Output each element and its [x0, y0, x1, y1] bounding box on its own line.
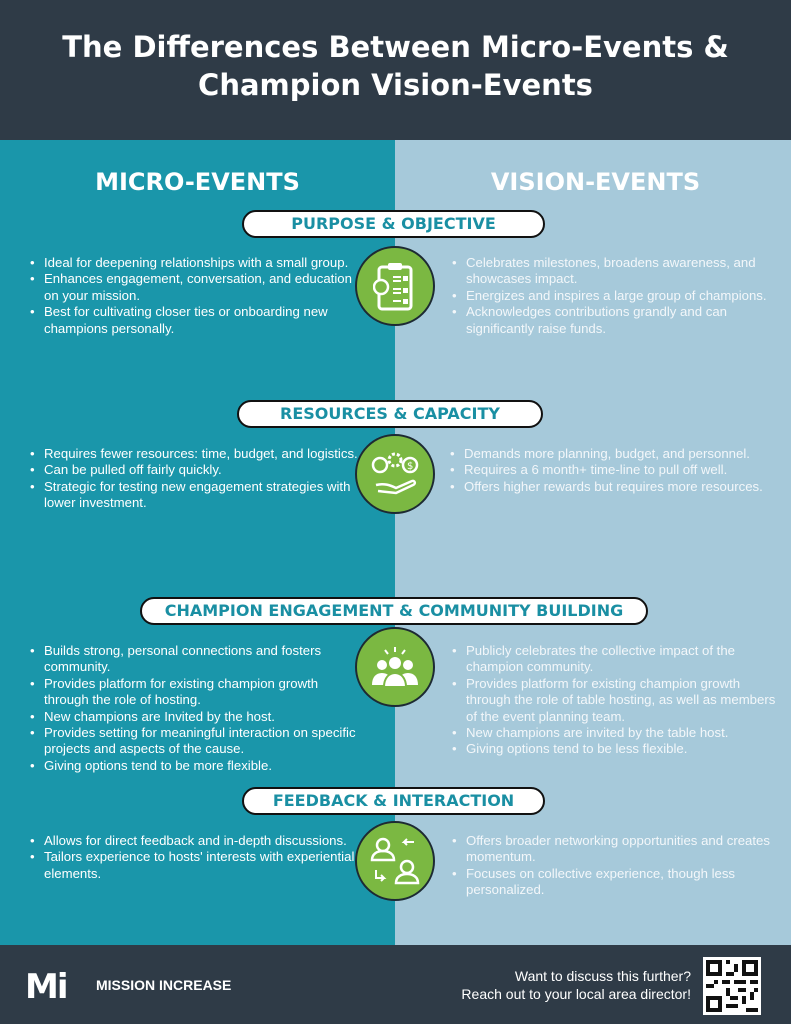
list-item: • Builds strong, personal connections and fosters community.	[28, 643, 358, 676]
brand-name: MISSION INCREASE	[96, 977, 232, 993]
list-item: • Publicly celebrates the collective impact of the champion community.	[450, 643, 785, 676]
section-title-champion-engagement: CHAMPION ENGAGEMENT & COMMUNITY BUILDING	[140, 597, 648, 625]
micro-feedback-list	[28, 833, 358, 882]
list-item: • Demands more planning, budget, and personnel.	[448, 446, 783, 462]
list-item: • Enhances engagement, conversation, and education on your mission.	[28, 271, 358, 304]
list-item: • Offers higher rewards but requires more resources.	[448, 479, 783, 495]
section-title-purpose: PURPOSE & OBJECTIVE	[242, 210, 545, 238]
micro-purpose-list	[28, 255, 358, 337]
section-title-resources: RESOURCES & CAPACITY	[237, 400, 543, 428]
clipboard-checklist-icon	[355, 246, 435, 326]
vision-resources-list	[448, 446, 783, 495]
qr-code-icon[interactable]	[703, 957, 761, 1015]
list-item: • Best for cultivating closer ties or onboarding new champions personally.	[28, 304, 358, 337]
list-item: • Requires fewer resources: time, budget, and logistics.	[28, 446, 358, 462]
list-item: • Acknowledges contributions grandly and can significantly raise funds.	[450, 304, 785, 337]
list-item: • Tailors experience to hosts' interests with experiential elements.	[28, 849, 358, 882]
list-item: • Provides platform for existing champion growth through the role of hosting.	[28, 676, 358, 709]
list-item: • Provides setting for meaningful interaction on specific projects and aspects of the cause.	[28, 725, 358, 758]
resources-hand-icon	[355, 434, 435, 514]
feedback-exchange-icon	[355, 821, 435, 901]
section-title-feedback: FEEDBACK & INTERACTION	[242, 787, 545, 815]
list-item: • New champions are invited by the table host.	[450, 725, 785, 741]
list-item: • Allows for direct feedback and in-depth discussions.	[28, 833, 358, 849]
list-item: • Giving options tend to be more flexible.	[28, 758, 358, 774]
micro-resources-list	[28, 446, 358, 512]
list-item: • Giving options tend to be less flexible.	[450, 741, 785, 757]
svg-text:$: $	[407, 461, 414, 472]
vision-feedback-list	[450, 833, 785, 899]
cta-line-2: Reach out to your local area director!	[461, 986, 691, 1002]
page-title	[0, 0, 791, 140]
list-item: • New champions are Invited by the host.	[28, 709, 358, 725]
list-item: • Strategic for testing new engagement strategies with lower investment.	[28, 479, 358, 512]
vision-purpose-list	[450, 255, 785, 337]
list-item: • Requires a 6 month+ time-line to pull off well.	[448, 462, 783, 478]
micro-engagement-list	[28, 643, 358, 774]
list-item: • Celebrates milestones, broadens awareness, and showcases impact.	[450, 255, 785, 288]
footer	[0, 945, 791, 1024]
list-item: • Ideal for deepening relationships with a small group.	[28, 255, 358, 271]
mission-increase-logo: Mi	[25, 967, 67, 1007]
community-group-icon	[355, 627, 435, 707]
contact-cta	[461, 967, 691, 1003]
micro-events-heading: MICRO-EVENTS	[95, 168, 300, 196]
list-item: • Provides platform for existing champion growth through the role of table hosting, as well as members of the event planning team.	[450, 676, 785, 725]
cta-line-1: Want to discuss this further?	[514, 968, 691, 984]
title-line-2: Champion Vision-Events	[198, 68, 593, 102]
title-line-1: The Differences Between Micro-Events &	[62, 30, 729, 64]
vision-events-heading: VISION-EVENTS	[490, 168, 701, 196]
vision-engagement-list	[450, 643, 785, 758]
list-item: • Can be pulled off fairly quickly.	[28, 462, 358, 478]
list-item: • Energizes and inspires a large group of champions.	[450, 288, 785, 304]
list-item: • Focuses on collective experience, though less personalized.	[450, 866, 785, 899]
list-item: • Offers broader networking opportunities and creates momentum.	[450, 833, 785, 866]
